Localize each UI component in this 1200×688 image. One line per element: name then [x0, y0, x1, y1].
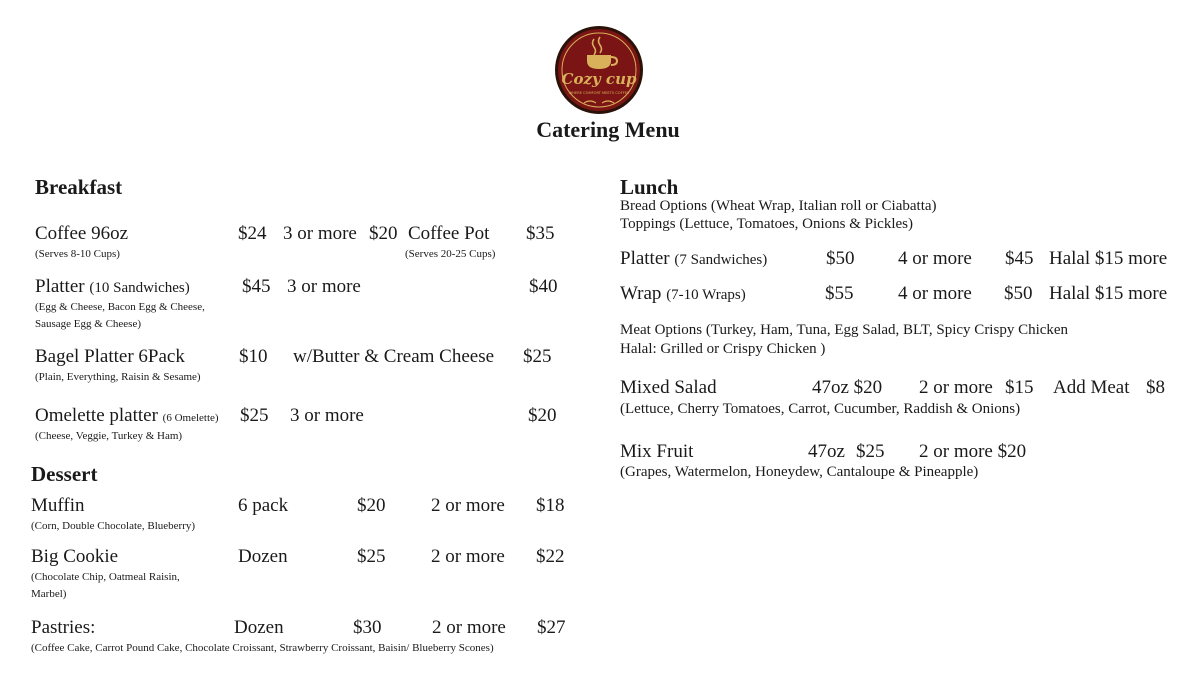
item-name: [620, 283, 746, 305]
item-description: (Chocolate Chip, Oatmeal Raisin,: [31, 571, 180, 583]
bulk-price: $50: [1004, 283, 1033, 304]
bulk-price: $45: [1005, 248, 1034, 269]
item-name: Muffin: [31, 495, 85, 516]
item-description: (Cheese, Veggie, Turkey & Ham): [35, 430, 183, 442]
bulk-price: $18: [536, 495, 565, 516]
item-size-price: 47oz $20: [812, 377, 883, 398]
halal-upcharge: Halal $15 more: [1049, 283, 1168, 304]
item-description: (Lettuce, Cherry Tomatoes, Carrot, Cucumber, Raddish & Onions): [620, 401, 1021, 417]
bulk-price: $25: [523, 346, 552, 367]
item-name: [35, 405, 219, 427]
bulk-price: $27: [537, 617, 566, 638]
item-price: $25: [240, 405, 269, 426]
item-name-text: Platter: [35, 276, 85, 297]
item-price: $45: [242, 276, 271, 297]
item-price: $25: [856, 441, 885, 462]
cozy-cup-logo: [554, 25, 644, 115]
addon-label: Add Meat: [1053, 377, 1130, 398]
logo-tagline-text: WHERE COMFORT MEETS COFFEE: [568, 91, 630, 95]
item-name: Big Cookie: [31, 546, 119, 567]
bulk-price: $40: [529, 276, 558, 297]
item-qualifier: (7 Sandwiches): [674, 252, 768, 268]
bulk-price: $15: [1005, 377, 1034, 398]
bulk-label: 2 or more: [919, 377, 993, 398]
item-size: 47oz: [808, 441, 845, 462]
item-name: Coffee 96oz: [35, 223, 129, 244]
bulk-label: 2 or more $20: [919, 441, 1027, 462]
item-name: Bagel Platter 6Pack: [35, 346, 185, 367]
item-name: Mixed Salad: [620, 377, 717, 398]
item-qualifier: (7-10 Wraps): [666, 287, 746, 303]
bulk-label: 2 or more: [431, 495, 505, 516]
item-unit: 6 pack: [238, 495, 289, 516]
item-name: [35, 276, 190, 298]
addon-price: $8: [1146, 377, 1165, 398]
item-price: $25: [357, 546, 386, 567]
bulk-price: $22: [536, 546, 565, 567]
bulk-label: 3 or more: [287, 276, 361, 297]
bulk-label: w/Butter & Cream Cheese: [293, 346, 495, 367]
item-price: $55: [825, 283, 854, 304]
bulk-label: 4 or more: [898, 248, 972, 269]
item-description: (Coffee Cake, Carrot Pound Cake, Chocolate Croissant, Strawberry Croissant, Baisin/ Blueberry Scones): [31, 642, 494, 654]
item-unit: Dozen: [234, 617, 284, 638]
item-description-coffee-pot: (Serves 20-25 Cups): [405, 248, 496, 260]
bulk-label: 3 or more: [283, 223, 357, 244]
bread-options: Bread Options (Wheat Wrap, Italian roll or Ciabatta): [620, 198, 937, 214]
item-unit: Dozen: [238, 546, 288, 567]
item-price: $30: [353, 617, 382, 638]
item-price: $24: [238, 223, 267, 244]
item-name: Mix Fruit: [620, 441, 694, 462]
breakfast-heading: Breakfast: [35, 175, 123, 199]
meat-options: Meat Options (Turkey, Ham, Tuna, Egg Salad, BLT, Spicy Crispy Chicken: [620, 322, 1069, 338]
item-name-coffee-pot: Coffee Pot: [408, 223, 490, 244]
item-description: (Serves 8-10 Cups): [35, 248, 120, 260]
item-description: (Corn, Double Chocolate, Blueberry): [31, 520, 196, 532]
item-description: (Egg & Cheese, Bacon Egg & Cheese,: [35, 301, 205, 313]
item-description: (Plain, Everything, Raisin & Sesame): [35, 371, 201, 383]
bulk-label: 3 or more: [290, 405, 364, 426]
item-description-2: Marbel): [31, 588, 67, 600]
item-price: $10: [239, 346, 268, 367]
toppings: Toppings (Lettuce, Tomatoes, Onions & Pickles): [620, 216, 913, 232]
item-description: (Grapes, Watermelon, Honeydew, Cantaloupe & Pineapple): [620, 464, 979, 480]
logo-brand-text: Cozy cup: [561, 70, 637, 88]
halal-options: Halal: Grilled or Crispy Chicken ): [620, 341, 826, 357]
bulk-label: 2 or more: [431, 546, 505, 567]
item-qualifier: (10 Sandwiches): [89, 280, 190, 296]
bulk-label: 4 or more: [898, 283, 972, 304]
item-qualifier: (6 Omelette): [162, 412, 219, 424]
bulk-price: $20: [528, 405, 557, 426]
item-name: [620, 248, 767, 270]
item-price-coffee-pot: $35: [526, 223, 555, 244]
item-name-text: Wrap: [620, 283, 662, 304]
item-price: $50: [826, 248, 855, 269]
bulk-price: $20: [369, 223, 398, 244]
item-price: $20: [357, 495, 386, 516]
dessert-heading: Dessert: [31, 462, 98, 486]
item-description-2: Sausage Egg & Cheese): [35, 318, 141, 330]
item-name-text: Omelette platter: [35, 405, 158, 426]
halal-upcharge: Halal $15 more: [1049, 248, 1168, 269]
lunch-heading: Lunch: [620, 175, 679, 199]
bulk-label: 2 or more: [432, 617, 506, 638]
page-title: Catering Menu: [536, 117, 680, 142]
item-name-text: Platter: [620, 248, 670, 269]
item-name: Pastries:: [31, 617, 96, 638]
